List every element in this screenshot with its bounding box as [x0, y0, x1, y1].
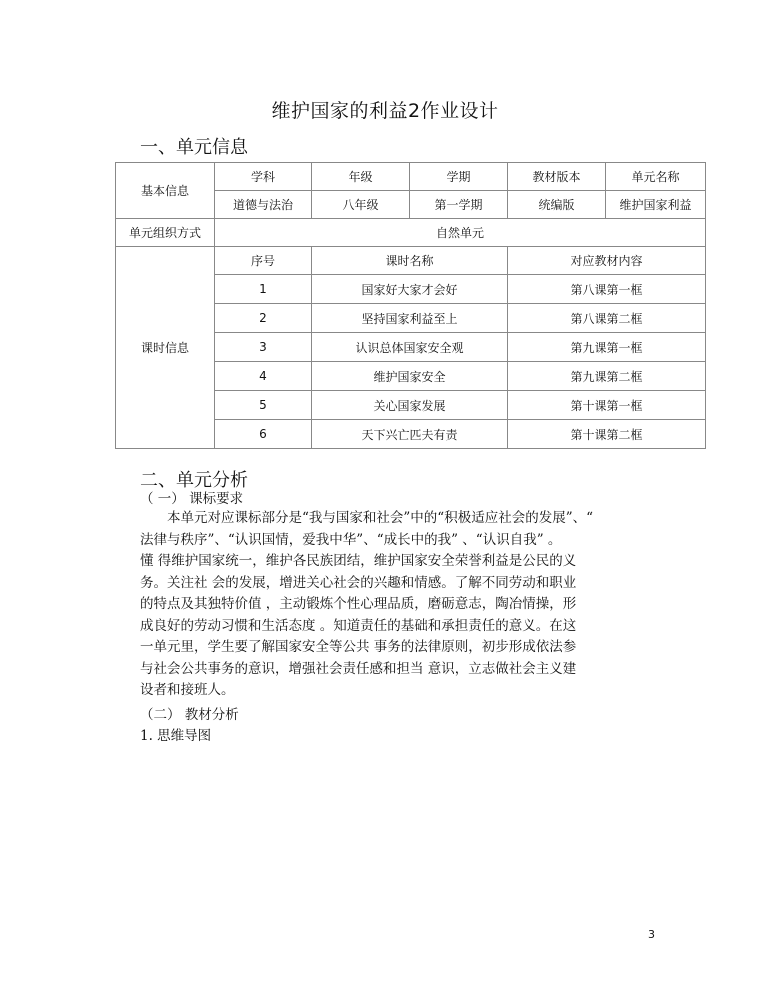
lesson-no: 5: [215, 391, 312, 420]
lesson-content: 第十课第一框: [508, 391, 706, 420]
value-subject: 道德与法治: [215, 191, 312, 219]
paragraph-line: 务。关注社 会的发展，增进关心社会的兴趣和情感。了解不同劳动和职业: [140, 574, 577, 591]
header-subject: 学科: [215, 163, 312, 191]
page-number: 3: [648, 928, 655, 941]
lesson-no: 6: [215, 420, 312, 449]
lesson-name: 国家好大家才会好: [312, 275, 508, 304]
lesson-header-name: 课时名称: [312, 247, 508, 275]
value-grade: 八年级: [312, 191, 410, 219]
header-term: 学期: [410, 163, 508, 191]
lesson-header-content: 对应教材内容: [508, 247, 706, 275]
section-heading-unit-analysis: 二、单元分析: [140, 470, 248, 491]
lesson-header-no: 序号: [215, 247, 312, 275]
lesson-no: 4: [215, 362, 312, 391]
lesson-info-label: 课时信息: [116, 247, 215, 449]
lesson-name: 坚持国家利益至上: [312, 304, 508, 333]
lesson-name: 关心国家发展: [312, 391, 508, 420]
org-value: 自然单元: [215, 219, 706, 247]
lesson-name: 维护国家安全: [312, 362, 508, 391]
lesson-content: 第十课第二框: [508, 420, 706, 449]
paragraph-line: 懂 得维护国家统一，维护各民族团结，维护国家安全荣誉利益是公民的义: [140, 553, 577, 569]
curriculum-paragraph: [140, 508, 700, 702]
lesson-no: 2: [215, 304, 312, 333]
lesson-content: 第九课第一框: [508, 333, 706, 362]
paragraph-line: 一单元里，学生要了解国家安全等公共 事务的法律原则，初步形成依法参: [140, 639, 577, 655]
lesson-content: 第八课第二框: [508, 304, 706, 333]
paragraph-line: 成良好的劳动习惯和生活态度 。知道责任的基础和承担责任的意义。在这: [140, 617, 577, 634]
basic-info-label: 基本信息: [116, 163, 215, 219]
value-edition: 统编版: [508, 191, 606, 219]
lesson-no: 1: [215, 275, 312, 304]
value-term: 第一学期: [410, 191, 508, 219]
document-title: 维护国家的利益2作业设计: [271, 100, 499, 122]
paragraph-line: 设者和接班人。: [140, 682, 235, 698]
item-mind-map: 1. 思维导图: [140, 728, 212, 744]
lesson-name: 认识总体国家安全观: [312, 333, 508, 362]
value-unit-name: 维护国家利益: [606, 191, 706, 219]
header-grade: 年级: [312, 163, 410, 191]
lesson-name: 天下兴亡匹夫有责: [312, 420, 508, 449]
paragraph-line: 法律与秩序”、“认识国情，爱我中华”、“成长中的我” 、“认识自我” 。: [140, 531, 562, 548]
paragraph-line: 本单元对应课标部分是“我与国家和社会”中的“积极适应社会的发展”、“: [167, 510, 594, 526]
unit-info-table: [115, 162, 706, 449]
section-heading-unit-info: 一、单元信息: [140, 137, 248, 158]
lesson-no: 3: [215, 333, 312, 362]
paragraph-line: 与社会公共事务的意识，增强社会责任感和担当 意识，立志做社会主义建: [140, 660, 577, 677]
subheading-textbook-analysis: （二） 教材分析: [140, 707, 239, 723]
paragraph-line: 的特点及其独特价值 ，主动锻炼个性心理品质，磨砺意志，陶冶情操，形: [140, 596, 577, 612]
header-unit-name: 单元名称: [606, 163, 706, 191]
subheading-curriculum-requirements: （ 一） 课标要求: [140, 491, 244, 507]
lesson-content: 第八课第一框: [508, 275, 706, 304]
header-edition: 教材版本: [508, 163, 606, 191]
lesson-content: 第九课第二框: [508, 362, 706, 391]
org-label: 单元组织方式: [116, 219, 215, 247]
